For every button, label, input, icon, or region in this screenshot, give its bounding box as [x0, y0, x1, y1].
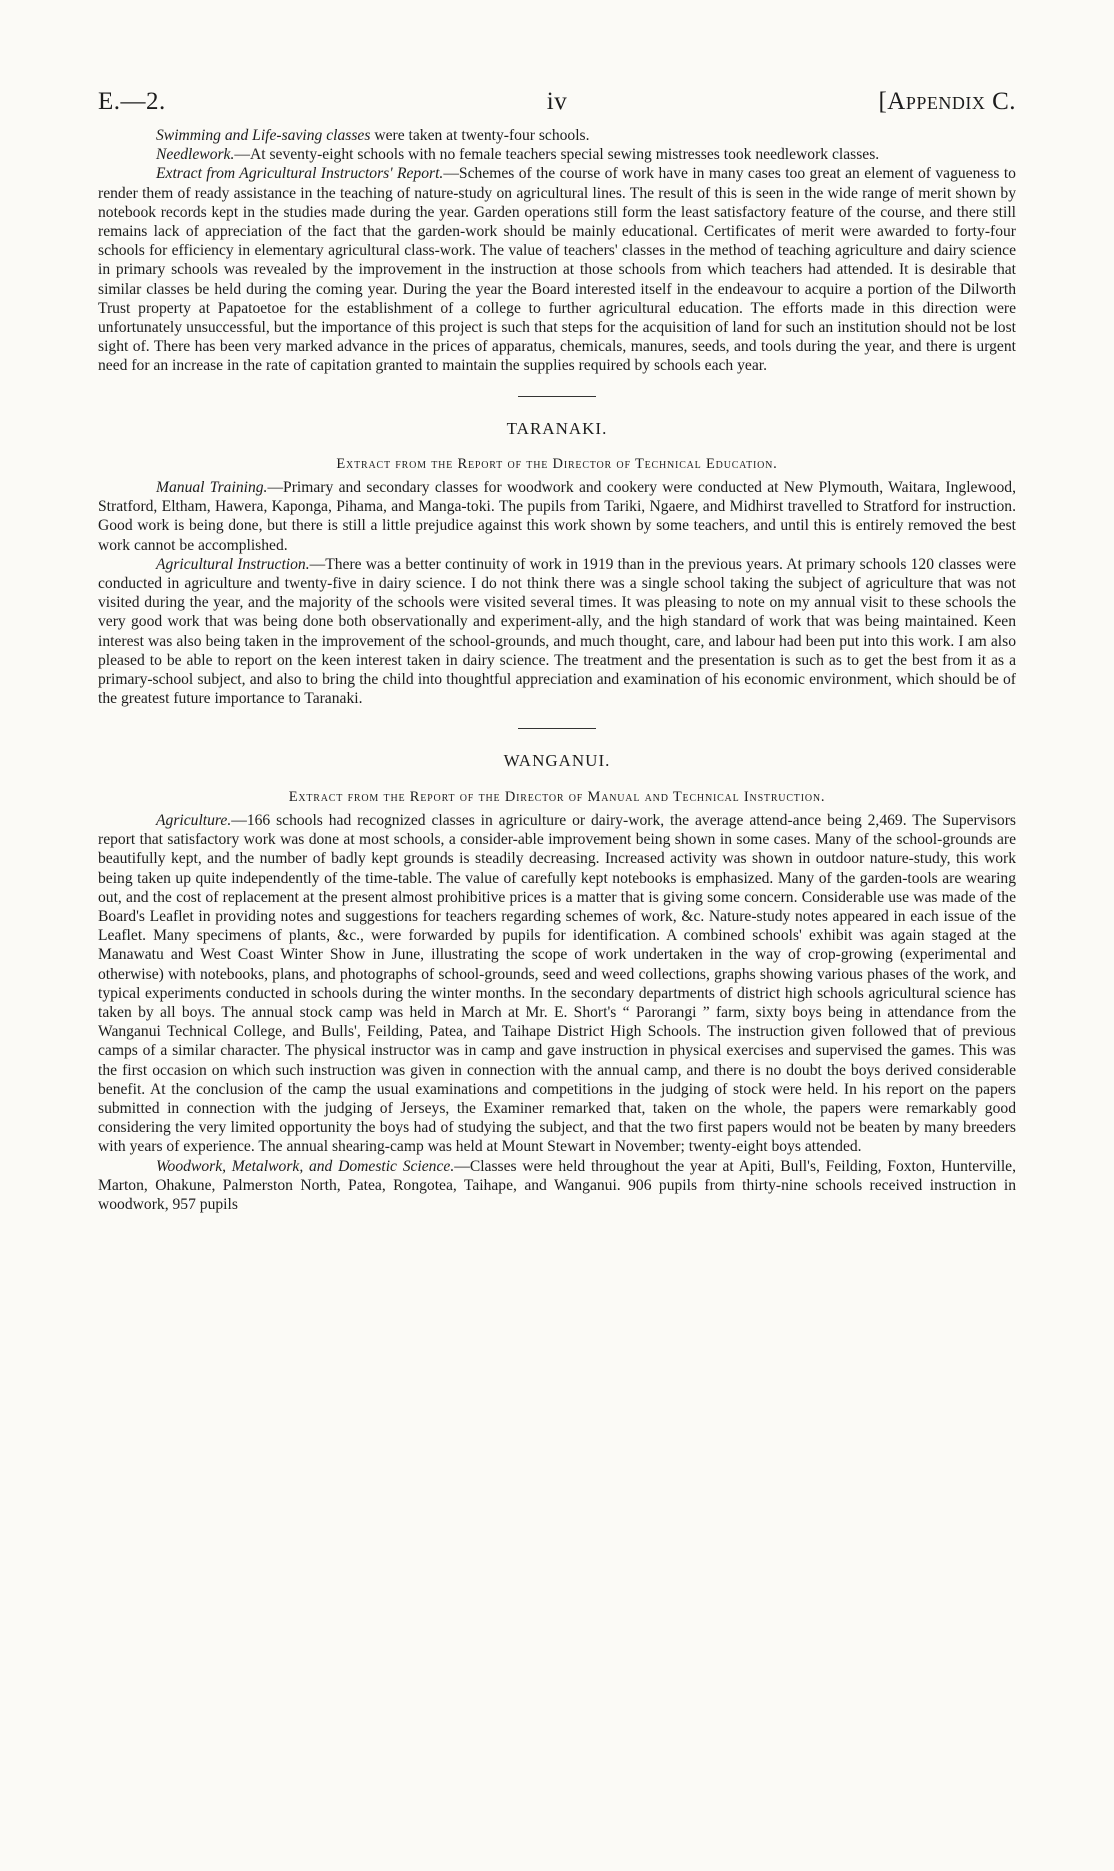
- paragraph-text: —There was a better continuity of work in 1919 than in the previous years. At primary schools 120 classes were conducted in agriculture and twenty-five in dairy science. I do not think there was a single school taking the subject of agriculture that was not visited during the year, and the majority of the schools were visited several times. It was pleasing to note on my annual visit to these schools the very good work that was being done both observationally and experiment-ally, and the high standard of work that was being maintained. Keen interest was also being taken in the improvement of the school-grounds, and much thought, care, and labour had been put into this work. I am also pleased to be able to report on the keen interest taken in dairy science. The treatment and the presentation is such as to get the best from it as a primary-school subject, and also to bring the child into thoughtful appreciation and examination of his economic environment, which should be of the greatest future importance to Taranaki.: [98, 555, 1016, 708]
- section-divider: [518, 396, 596, 397]
- header-appendix-label: [Appendix C.: [878, 88, 1016, 115]
- section-divider: [518, 728, 596, 729]
- page-header: [98, 88, 1016, 124]
- paragraph-text: —At seventy-eight schools with no female teachers special sewing mistresses took needlework classes.: [234, 146, 880, 164]
- document-body: [98, 126, 1016, 1214]
- paragraph-lead: Woodwork, Metalwork, and Domestic Science.: [156, 1157, 455, 1175]
- paragraph: [98, 145, 1016, 164]
- paragraph: [98, 126, 1016, 145]
- paragraph-text: —Classes were held throughout the year at Apiti, Bull's, Feilding, Foxton, Hunterville, Marton, Ohakune, Palmerston North, Patea, Rongotea, Taihape, and Wanganui. 906 pupils from thirty-nine schools received instruction in woodwork, 957 pupils: [98, 1157, 1017, 1213]
- paragraph-text: —Schemes of the course of work have in many cases too great an element of vagueness to render them of ready assistance in the teaching of nature-study on agricultural lines. The result of this is seen in the wide range of merit shown by notebook records kept in the studies made during the year. Garden operations still form the least satisfactory feature of the course, and there still remains lack of appreciation of the fact that the garden-work should be mainly educational. Certificates of merit were awarded to forty-four schools for efficiency in elementary agricultural class-work. The value of teachers' classes in the method of teaching agriculture and dairy science in primary schools was revealed by the improvement in the instruction at those schools from which teachers had attended. It is desirable that similar classes be held during the coming year. During the year the Board interested itself in the endeavour to acquire a portion of the Dilworth Trust property at Papatoetoe for the establishment of a college to further agricultural education. The efforts made in this direction were unfortunately unsuccessful, but the importance of this project is such that steps for the acquisition of land for such an institution should not be lost sight of. There has been very marked advance in the prices of apparatus, chemicals, manures, seeds, and tools during the year, and there is urgent need for an increase in the rate of capitation granted to maintain the supplies required by schools each year.: [98, 165, 1016, 375]
- intro-section: [98, 126, 1016, 376]
- paragraph-text: —Primary and secondary classes for woodwork and cookery were conducted at New Plymouth, Waitara, Inglewood, Stratford, Eltham, Hawera, Kaponga, Pihama, and Manga-toki. The pupils from Tariki, Ngaere, and Midhirst travelled to Stratford for instruction. Good work is being done, but there is still a little prejudice against this work shown by some teachers, and until this is entirely removed the best work cannot be accomplished.: [98, 479, 1016, 554]
- paragraph: [98, 1157, 1016, 1215]
- header-page-number: iv: [546, 88, 568, 115]
- paragraph-text: —166 schools had recognized classes in agriculture or dairy-work, the average attend-ance being 2,469. The Supervisors report that satisfactory work was done at most schools, a consider-able improvement being shown in some cases. Many of the school-grounds are beautifully kept, and the number of badly kept grounds is steadily decreasing. Increased activity was shown in outdoor nature-study, this work being taken up quite independently of the time-table. The value of carefully kept notebooks is emphasized. Many of the garden-tools are wearing out, and the cost of replacement at the present almost prohibitive prices is a matter that is giving some concern. Considerable use was made of the Board's Leaflet in providing notes and suggestions for teachers regarding schemes of work, &c. Nature-study notes appeared in each issue of the Leaflet. Many specimens of plants, &c., were forwarded by pupils for identification. A combined schools' exhibit was again staged at the Manawatu and West Coast Winter Show in June, illustrating the scope of work undertaken in the way of crop-growing (experimental and otherwise) with notebooks, plans, and photographs of school-grounds, seed and weed collections, graphs showing various phases of the work, and typical experiments conducted in schools during the winter months. In the secondary departments of district high schools agricultural science has taken by all boys. The annual stock camp was held in March at Mr. E. Short's “ Parorangi ” farm, sixty boys being in attendance from the Wanganui Technical College, and Bulls', Feilding, Patea, and Taihape District High Schools. The instruction given followed that of previous camps of a similar character. The physical instructor was in camp and gave instruction in physical exercises and supervised the games. This was the first occasion on which such instruction was given in connection with the annual camp, and there is no doubt the boys derived considerable benefit. At the conclusion of the camp the usual examinations and competitions in the judging of stock were held. In his report on the papers submitted in connection with the judging of Jerseys, the Examiner remarked that, taken on the whole, the papers were remarkably good considering the very limited opportunity the boys had of studying the subject, and that the two first papers would not be beaten by many breeders with years of experience. The annual shearing-camp was held at Mount Stewart in November; twenty-eight boys attended.: [98, 811, 1016, 1156]
- paragraph: [98, 478, 1016, 555]
- taranaki-section: [98, 419, 1016, 709]
- header-series-code: E.—2.: [98, 88, 166, 115]
- paragraph-lead: Agricultural Instruction.: [156, 555, 310, 573]
- section-title: TARANAKI.: [506, 418, 608, 438]
- section-title: WANGANUI.: [503, 751, 611, 771]
- paragraph-lead: Swimming and Life-saving classes: [156, 127, 371, 144]
- paragraph: [98, 555, 1016, 709]
- document-page: [98, 88, 1016, 1214]
- paragraph-lead: Needlework.: [156, 146, 235, 164]
- section-subtitle: Extract from the Report of the Director of Manual and Technical Instruction.: [288, 788, 826, 805]
- paragraph-lead: Extract from Agricultural Instructors' Report.: [156, 165, 444, 183]
- paragraph: [98, 811, 1016, 1157]
- paragraph: [98, 164, 1016, 375]
- section-subtitle: Extract from the Report of the Director of Technical Education.: [336, 455, 778, 472]
- wanganui-section: [98, 751, 1016, 1214]
- paragraph-lead: Manual Training.: [156, 479, 268, 497]
- paragraph-lead: Agriculture.: [156, 811, 232, 829]
- paragraph-text: were taken at twenty-four schools.: [370, 127, 590, 144]
